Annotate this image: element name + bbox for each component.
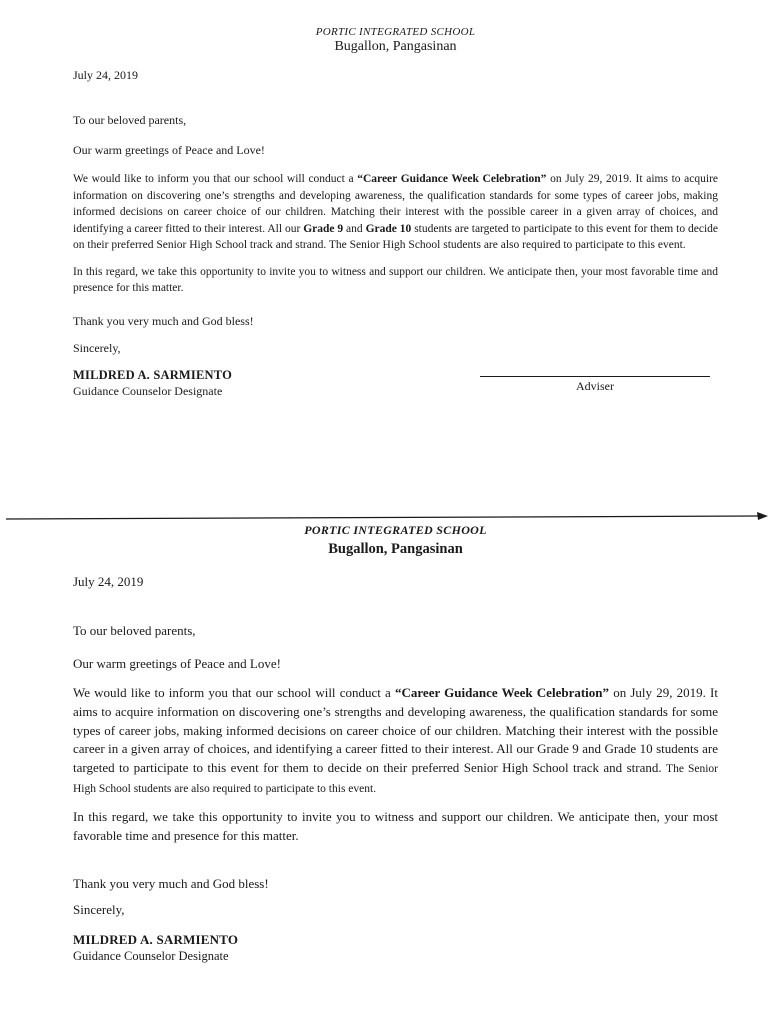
school-name: PORTIC INTEGRATED SCHOOL: [304, 523, 487, 537]
body-paragraph-2: In this regard, we take this opportunity to invite you to witness and support our children. We anticipate then, your most favorable time and presence for this matter.: [73, 265, 718, 294]
signatory-role: Guidance Counselor Designate: [73, 383, 223, 398]
letter-top: [73, 0, 718, 402]
thanks-line: Thank you very much and God bless!: [73, 313, 254, 328]
closing: Sincerely,: [73, 340, 121, 355]
signature-block: [73, 932, 718, 966]
event-name: “Career Guidance Week Celebration”: [395, 685, 610, 700]
school-name: PORTIC INTEGRATED SCHOOL: [315, 26, 476, 38]
grade-9: Grade 9: [303, 222, 344, 235]
signatory-name: MILDRED A. SARMIENTO: [73, 367, 232, 382]
salutation: To our beloved parents,: [73, 623, 196, 638]
letter-bottom: [73, 518, 718, 966]
school-location: Bugallon, Pangasinan: [328, 541, 463, 557]
greeting: Our warm greetings of Peace and Love!: [73, 143, 265, 157]
event-name: “Career Guidance Week Celebration”: [357, 173, 547, 185]
letter-date: July 24, 2019: [73, 574, 144, 589]
signatory-name: MILDRED A. SARMIENTO: [73, 932, 239, 948]
greeting: Our warm greetings of Peace and Love!: [73, 656, 281, 671]
signatory-role: Guidance Counselor Designate: [73, 949, 229, 964]
body-paragraph-1: We would like to inform you that our school will conduct a “Career Guidance Week Celebration” on July 29, 2019. It aims to acquire information on discovering one’s strengths and developing awareness, the qualification standards for some types of career jobs, making informed decisions on career choice of our children. Matching their interest with the possible career in a given array of choices, and identifying a career fitted to their interest. All our Grade 9 and Grade 10 students are targeted to participate to this event for them to decide on their preferred Senior High School track and strand. The Senior High School students are also required to participate to this event.: [73, 173, 719, 251]
adviser-label: Adviser: [576, 378, 614, 393]
closing: Sincerely,: [73, 902, 125, 918]
adviser-signature-line: [480, 376, 710, 394]
body-paragraph-1: We would like to inform you that our school will conduct a “Career Guidance Week Celebration” on July 29, 2019. It aims to acquire information on discovering one’s strengths and developing awareness, the qualification standards for some types of career jobs, making informed decisions on career choice of our children. Matching their interest with the possible career in a given array of choices, and identifying a career fitted to their interest. All our Grade 9 and Grade 10 students are targeted to participate to this event for them to decide on their preferred Senior High School track and strand. The Senior High School students are also required to participate to this event.: [73, 685, 718, 795]
signature-block: [73, 368, 718, 402]
body-paragraph-2: In this regard, we take this opportunity to invite you to witness and support our children. We anticipate then, your most favorable time and presence for this matter.: [73, 808, 718, 843]
grade-10: Grade 10: [365, 222, 412, 235]
thanks-line: Thank you very much and God bless!: [73, 876, 269, 892]
letter-date: July 24, 2019: [73, 68, 139, 82]
school-location: Bugallon, Pangasinan: [334, 39, 457, 54]
salutation: To our beloved parents,: [73, 113, 187, 127]
